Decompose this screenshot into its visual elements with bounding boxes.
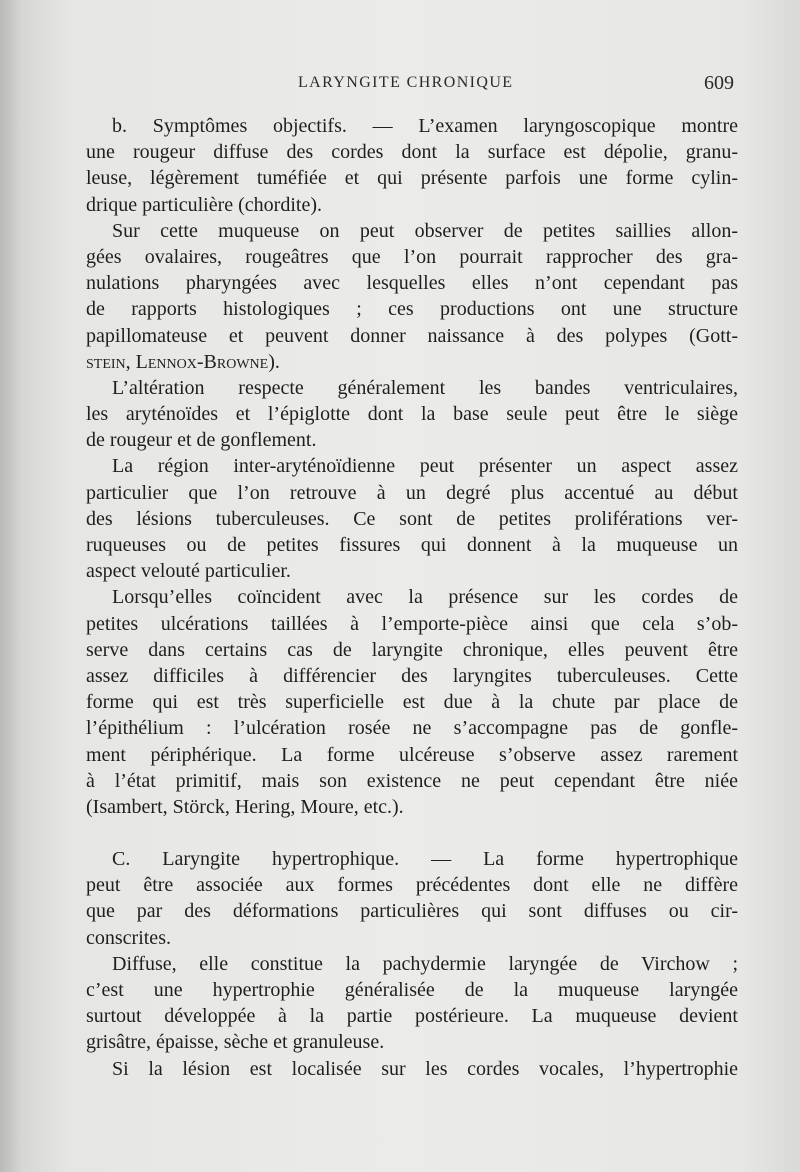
text-line: conscrites. — [86, 926, 171, 949]
section-gap — [86, 820, 738, 846]
text-line: ment périphérique. La forme ulcéreuse s’observe assez rarement — [86, 743, 738, 766]
text-line: l’épithélium : l’ulcération rosée ne s’accompagne pas de gonfle- — [86, 717, 738, 740]
running-head — [0, 68, 800, 98]
text-line: des lésions tuberculeuses. Ce sont de petites proliférations ver- — [86, 507, 738, 530]
text-line: gées ovalaires, rougeâtres que l’on pourrait rapprocher des gra- — [86, 245, 738, 268]
text-line: de rapports histologiques ; ces productions ont une structure — [86, 298, 738, 321]
text-line: les aryténoïdes et l’épiglotte dont la base seule peut être le siège — [86, 403, 738, 426]
text-line: que par des déformations particulières qui sont diffuses ou cir- — [86, 900, 738, 923]
text-line: assez difficiles à différencier des laryngites tuberculeuses. Cette — [86, 664, 738, 687]
text-line: Lorsqu’elles coïncident avec la présence sur les cordes de — [112, 586, 738, 609]
text-line: c’est une hypertrophie généralisée de la muqueuse laryngée — [86, 979, 738, 1001]
text-line: papillomateuse et peuvent donner naissance à des polypes (Gott- — [86, 324, 738, 347]
text-line: serve dans certains cas de laryngite chronique, elles peuvent être — [86, 638, 738, 661]
text-line: à l’état primitif, mais son existence ne peut cependant être niée — [86, 769, 738, 792]
text-line: une rougeur diffuse des cordes dont la surface est dépolie, granu- — [86, 141, 738, 164]
text-line: L’altération respecte généralement les bandes ventriculaires, — [112, 376, 738, 399]
text-line: peut être associée aux formes précédentes dont elle ne diffère — [86, 874, 738, 897]
text-line: Si la lésion est localisée sur les cordes vocales, l’hypertrophie — [112, 1057, 738, 1080]
text-line: grisâtre, épaisse, sèche et granuleuse. — [86, 1031, 385, 1054]
text-line: petites ulcérations taillées à l’emporte-pièce ainsi que cela s’ob- — [86, 612, 738, 635]
text-line: Diffuse, elle constitue la pachydermie laryngée de Virchow ; — [112, 952, 738, 975]
text-line: b. Symptômes objectifs. — L’examen laryngoscopique montre — [112, 115, 738, 137]
text-line: de rougeur et de gonflement. — [86, 429, 317, 452]
section-heading-line: C. Laryngite hypertrophique. — La forme hypertrophique — [112, 848, 738, 871]
text-line: stein, Lennox-Browne). — [86, 350, 280, 373]
text-line: aspect velouté particulier. — [86, 560, 291, 583]
text-line: drique particulière (chordite). — [86, 193, 322, 216]
text-line: ruqueuses ou de petites fissures qui donnent à la muqueuse un — [86, 534, 738, 556]
text-line: leuse, légèrement tuméfiée et qui présente parfois une forme cylin- — [86, 167, 738, 190]
text-line: La région inter-aryténoïdienne peut présenter un aspect assez — [112, 455, 738, 478]
text-line: (Isambert, Störck, Hering, Moure, etc.). — [86, 795, 404, 818]
page-number: 609 — [704, 72, 734, 94]
text-line: surtout développée à la partie postérieure. La muqueuse devient — [86, 1005, 738, 1028]
text-line: Sur cette muqueuse on peut observer de petites saillies allon- — [112, 219, 738, 242]
text-line: forme qui est très superficielle est due à la chute par place de — [86, 691, 738, 714]
text-line: particulier que l’on retrouve à un degré plus accentué au début — [86, 481, 738, 504]
body-text — [86, 113, 738, 1082]
running-title: LARYNGITE CHRONIQUE — [298, 74, 514, 91]
text-line: nulations pharyngées avec lesquelles elles n’ont cependant pas — [86, 272, 738, 295]
